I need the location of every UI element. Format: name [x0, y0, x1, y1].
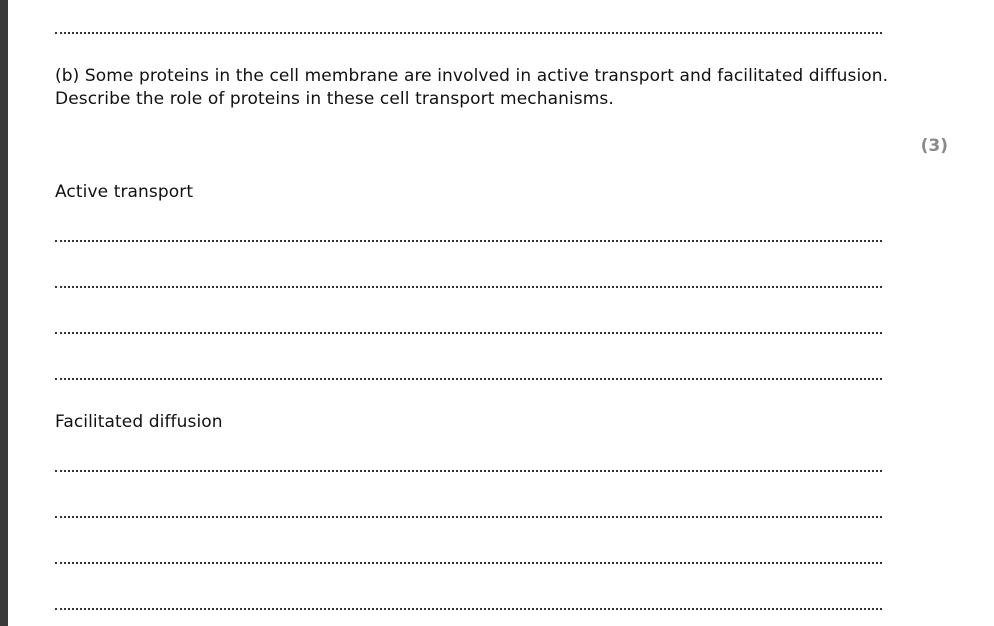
question-text-line-2: Describe the role of proteins in these cell transport mechanisms.: [55, 89, 614, 109]
question-text-line-1: (b) Some proteins in the cell membrane are involved in active transport and facilitated diffusion.: [55, 66, 889, 86]
active-transport-answer-line-2[interactable]: [55, 286, 882, 288]
facilitated-diffusion-answer-line-4[interactable]: [55, 608, 882, 610]
facilitated-diffusion-answer-line-3[interactable]: [55, 562, 882, 564]
active-transport-answer-line-1[interactable]: [55, 240, 882, 242]
facilitated-diffusion-answer-line-1[interactable]: [55, 470, 882, 472]
page-left-edge: [0, 0, 8, 626]
answer-line-previous: [55, 32, 882, 34]
active-transport-answer-line-3[interactable]: [55, 332, 882, 334]
active-transport-answer-line-4[interactable]: [55, 378, 882, 380]
facilitated-diffusion-heading: Facilitated diffusion: [55, 412, 223, 432]
facilitated-diffusion-answer-line-2[interactable]: [55, 516, 882, 518]
active-transport-heading: Active transport: [55, 182, 194, 202]
marks-indicator: (3): [920, 136, 948, 156]
